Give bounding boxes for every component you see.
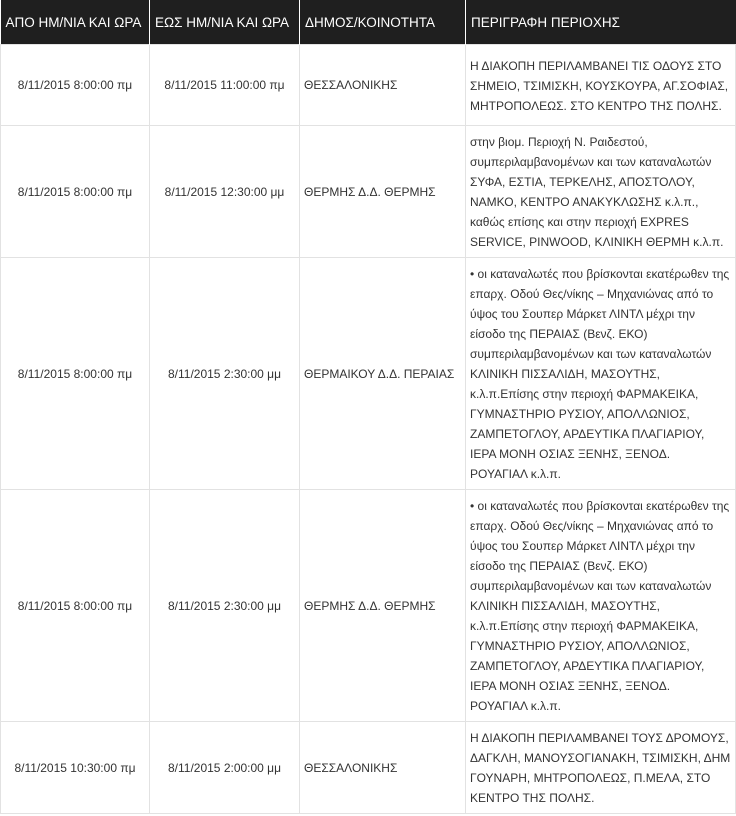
cell-municipality: ΘΕΡΜΑΙΚΟΥ Δ.Δ. ΠΕΡΑΙΑΣ <box>300 258 466 490</box>
header-to: ΕΩΣ ΗΜ/ΝΙΑ ΚΑΙ ΩΡΑ <box>150 0 300 45</box>
cell-to: 8/11/2015 11:00:00 πμ <box>150 45 300 126</box>
cell-description: Η ΔΙΑΚΟΠΗ ΠΕΡΙΛΑΜΒΑΝΕΙ ΤΙΣ ΟΔΟΥΣ ΣΤΟ ΣΗΜΕΙΟ, ΤΣΙΜΙΣΚΗ, ΚΟΥΣΚΟΥΡΑ, ΑΓ.ΣΟΦΙΑΣ, ΜΗΤΡΟΠΟΛΕΩΣ. ΣΤΟ ΚΕΝΤΡΟ ΤΗΣ ΠΟΛΗΣ. <box>466 45 736 126</box>
table-header <box>1 0 736 45</box>
cell-municipality: ΘΕΡΜΗΣ Δ.Δ. ΘΕΡΜΗΣ <box>300 490 466 722</box>
table-row <box>1 258 736 490</box>
cell-description: Η ΔΙΑΚΟΠΗ ΠΕΡΙΛΑΜΒΑΝΕΙ ΤΟΥΣ ΔΡΟΜΟΥΣ, ΔΑΓΚΛΗ, ΜΑΝΟΥΣΟΓΙΑΝΑΚΗ, ΤΣΙΜΙΣΚΗ, ΔΗΜ ΓΟΥΝΑΡΗ, ΜΗΤΡΟΠΟΛΕΩΣ, Π.ΜΕΛΑ, ΣΤΟ ΚΕΝΤΡΟ ΤΗΣ ΠΟΛΗΣ. <box>466 722 736 814</box>
cell-description: • οι καταναλωτές που βρίσκονται εκατέρωθεν της επαρχ. Οδού Θες/νίκης – Μηχανιώνας από το ύψος του Σουπερ Μάρκετ ΛΙΝΤΛ μέχρι την είσοδο της ΠΕΡΑΙΑΣ (Βενζ. ΕΚΟ) συμπεριλαμβανομένων και των καταναλωτών ΚΛΙΝΙΚΗ ΠΙΣΣΑΛΙΔΗ, ΜΑΣΟΥΤΗΣ, κ.λ.π.Επίσης στην περιοχή ΦΑΡΜΑΚΕΙΚΑ, ΓΥΜΝΑΣΤΗΡΙΟ ΡΥΣΙΟΥ, ΑΠΟΛΛΩΝΙΟΣ, ΖΑΜΠΕΤΟΓΛΟΥ, ΑΡΔΕΥΤΙΚΑ ΠΛΑΓΙΑΡΙΟΥ, ΙΕΡΑ ΜΟΝΗ ΟΣΙΑΣ ΞΕΝΗΣ, ΞΕΝΟΔ. ΡΟΥΑΓΙΑΛ κ.λ.π. <box>466 490 736 722</box>
cell-from: 8/11/2015 8:00:00 πμ <box>1 490 150 722</box>
cell-description: στην βιομ. Περιοχή Ν. Ραιδεστού, συμπεριλαμβανομένων και των καταναλωτών ΣΥΦΑ, ΕΣΤΙΑ, ΤΕΡΚΕΛΗΣ, ΑΠΟΣΤΟΛΟΥ, ΝΑΜΚΟ, ΚΕΝΤΡΟ ΑΝΑΚΥΚΛΩΣΗΣ κ.λ.π., καθώς επίσης και στην περιοχή EXPRES SERVICE, PINWOOD, ΚΛΙΝΙΚΗ ΘΕΡΜΗ κ.λ.π. <box>466 126 736 258</box>
header-municipality: ΔΗΜΟΣ/ΚΟΙΝΟΤΗΤΑ <box>300 0 466 45</box>
header-row <box>1 0 736 45</box>
table-body <box>1 45 736 814</box>
cell-to: 8/11/2015 2:30:00 μμ <box>150 258 300 490</box>
header-description: ΠΕΡΙΓΡΑΦΗ ΠΕΡΙΟΧΗΣ <box>466 0 736 45</box>
cell-to: 8/11/2015 2:00:00 μμ <box>150 722 300 814</box>
cell-to: 8/11/2015 2:30:00 μμ <box>150 490 300 722</box>
cell-from: 8/11/2015 8:00:00 πμ <box>1 258 150 490</box>
cell-from: 8/11/2015 10:30:00 πμ <box>1 722 150 814</box>
table-row <box>1 490 736 722</box>
cell-municipality: ΘΕΡΜΗΣ Δ.Δ. ΘΕΡΜΗΣ <box>300 126 466 258</box>
table-row <box>1 45 736 126</box>
header-from: ΑΠΟ ΗΜ/ΝΙΑ ΚΑΙ ΩΡΑ <box>1 0 150 45</box>
cell-municipality: ΘΕΣΣΑΛΟΝΙΚΗΣ <box>300 45 466 126</box>
table-row <box>1 722 736 814</box>
cell-municipality: ΘΕΣΣΑΛΟΝΙΚΗΣ <box>300 722 466 814</box>
cell-description: • οι καταναλωτές που βρίσκονται εκατέρωθεν της επαρχ. Οδού Θες/νίκης – Μηχανιώνας από το ύψος του Σουπερ Μάρκετ ΛΙΝΤΛ μέχρι την είσοδο της ΠΕΡΑΙΑΣ (Βενζ. ΕΚΟ) συμπεριλαμβανομένων και των καταναλωτών ΚΛΙΝΙΚΗ ΠΙΣΣΑΛΙΔΗ, ΜΑΣΟΥΤΗΣ, κ.λ.π.Επίσης στην περιοχή ΦΑΡΜΑΚΕΙΚΑ, ΓΥΜΝΑΣΤΗΡΙΟ ΡΥΣΙΟΥ, ΑΠΟΛΛΩΝΙΟΣ, ΖΑΜΠΕΤΟΓΛΟΥ, ΑΡΔΕΥΤΙΚΑ ΠΛΑΓΙΑΡΙΟΥ, ΙΕΡΑ ΜΟΝΗ ΟΣΙΑΣ ΞΕΝΗΣ, ΞΕΝΟΔ. ΡΟΥΑΓΙΑΛ κ.λ.π. <box>466 258 736 490</box>
cell-to: 8/11/2015 12:30:00 μμ <box>150 126 300 258</box>
cell-from: 8/11/2015 8:00:00 πμ <box>1 126 150 258</box>
table-row <box>1 126 736 258</box>
cell-from: 8/11/2015 8:00:00 πμ <box>1 45 150 126</box>
